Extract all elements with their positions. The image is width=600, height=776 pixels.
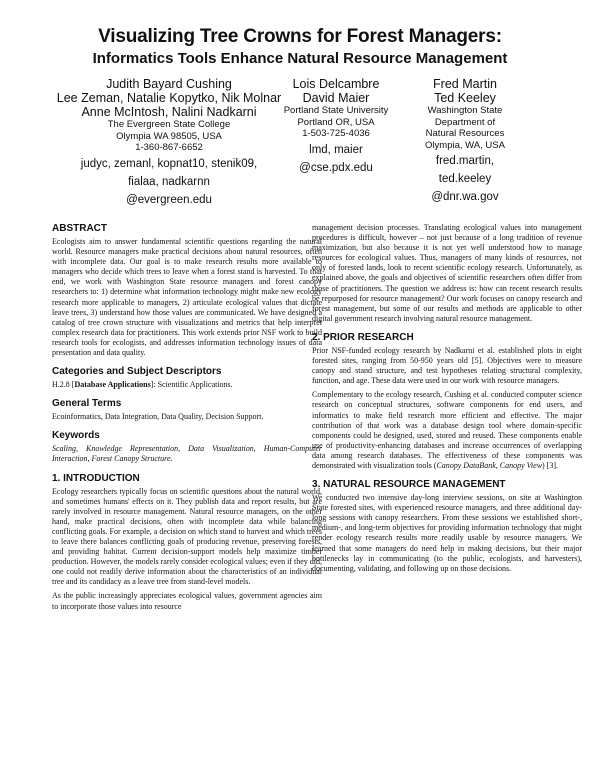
abstract-heading: ABSTRACT — [52, 223, 107, 234]
author-affiliation: Natural Resources — [425, 128, 505, 139]
categories-heading: Categories and Subject Descriptors — [52, 366, 222, 378]
author-affiliation: Washington State — [427, 105, 503, 116]
author-block-evergreen — [48, 77, 290, 208]
intro-paragraph-continued: management decision processes. Translating ecological values into management procedures is difficult, however – not just because of a long tradition of revenue maximization, but also because it is not yet well understood how to manage resources for ecological values. Thus, managers of many kinds of resources, not only of forested lands, look to recent scientific ecology research. Unfortunately, as explained above, the goals and objectives of scientific researchers often differ from those of practitioners. The question we address is: how can recent research results be repurposed for resource management? Our work focuses on canopy research and forest management, but some of our results and methods are applicable to other digital government research involving natural resource management. — [312, 223, 582, 323]
author-names: Fred Martin — [433, 77, 497, 91]
author-affiliation: 1-503-725-4036 — [302, 128, 370, 139]
paper-subtitle: Informatics Tools Enhance Natural Resource Management — [92, 50, 508, 67]
author-names: David Maier — [302, 91, 370, 105]
general-terms-text: Ecoinformatics, Data Integration, Data Quality, Decision Support. — [52, 412, 264, 422]
author-email: @evergreen.edu — [126, 193, 212, 206]
author-email: judyc, zemanl, kopnat10, stenik09, — [80, 157, 258, 170]
author-affiliation: The Evergreen State College — [107, 119, 231, 130]
prior-research-heading: 2. PRIOR RESEARCH — [312, 331, 414, 343]
intro-paragraph: Ecology researchers typically focus on scientific questions about the natural world, and sometimes humans' effects on it. They publish data and report results, but are rarely involved in resource management. Natural resource managers, on the other hand, make practical decisions, often with incomplete data while balancing conflicting goals. For example, a decision on which stand to harvest and which trees to leave there balances conflicting goals of producing revenue, preserving forests, and providing habitat. Current decision-support models help maximize timber production. However, the models rarely consider ecological values; even if they did, one could not readily derive information about the characteristics of an individual tree and its candidacy as a leave tree from stand-level models. — [52, 486, 322, 587]
author-names: Anne McIntosh, Nalini Nadkarni — [81, 105, 257, 119]
author-email: fialaa, nadkarnn — [128, 175, 210, 188]
right-column — [312, 223, 582, 578]
author-email: lmd, maier — [309, 143, 363, 156]
author-affiliation: 1-360-867-6652 — [135, 142, 203, 153]
author-block-psu — [276, 77, 396, 176]
intro-paragraph: As the public increasingly appreciates ecological values, government agencies aim to incorporate those values into resource — [52, 591, 322, 611]
author-affiliation: Olympia WA 98505, USA — [116, 130, 222, 142]
prior-research-paragraph: Prior NSF-funded ecology research by Nadkarni et al. established plots in eight forested sites, ranging from 50-950 years old [5]. Objectives were to measure canopy and stand structure, and test hypotheses relating structural complexity, function, and age. These data were used in our work with resource managers. — [312, 345, 582, 386]
general-terms-heading: General Terms — [52, 398, 122, 410]
natural-resource-heading: 3. NATURAL RESOURCE MANAGEMENT — [312, 479, 506, 491]
author-names: Judith Bayard Cushing — [106, 77, 232, 91]
natural-resource-paragraph: We conducted two intensive day-long interview sessions, on site at Washington State forested sites, with experienced resource managers, and three additional day-long sessions with canopy researchers. From these sessions we established short-, medium-, and long-term objectives for providing information technology that might render ecology research results more readily usable by resource managers. We learned that some managers do need help in making decisions, but their major bottlenecks lay in communicating (to the public, ecologists, and harvesters), documenting, validating, and following up on those decisions. — [312, 493, 582, 573]
author-names: Ted Keeley — [434, 91, 496, 105]
author-affiliation: Department of — [434, 116, 496, 128]
author-email: ted.keeley — [438, 173, 492, 185]
author-affiliation: Olympia, WA, USA — [425, 139, 505, 151]
author-email: @dnr.wa.gov — [431, 191, 499, 203]
left-column — [52, 223, 322, 616]
author-affiliation: Portland OR, USA — [297, 116, 375, 128]
author-affiliation: Portland State University — [283, 105, 389, 116]
author-email: fred.martin, — [435, 155, 495, 167]
abstract-text: Ecologists aim to answer fundamental scientific questions regarding the natural world. Resource managers make practical decisions about natural resources, often with incomplete data. Our goal is to make research results more available to managers who decide which trees to leave when a forest stand is harvested. To that end, we work with Washington State resource managers and forest canopy researchers to: 1) determine what information technology might make new ecology research more applicable to managers, 2) articulate ecological values that dictate leave trees, 3) understand how those values are communicated. We have designed a catalog of tree crown structure with visualizations and metrics that help interpret complex research data for practitioners. This work extends prior NSF work to build research tools for ecologists, and addresses information technology issues of data presentation and data quality. — [52, 237, 322, 358]
paper-title: Visualizing Tree Crowns for Forest Managers: — [98, 26, 502, 47]
intro-heading: 1. INTRODUCTION — [52, 472, 140, 484]
keywords-heading: Keywords — [52, 430, 100, 442]
keywords-text: Scaling, Knowledge Representation, Data Visualization, Human-Computer Interaction, Forest Canopy Structure. — [52, 444, 322, 464]
author-block-dnr — [395, 77, 535, 205]
author-names: Lee Zeman, Natalie Kopytko, Nik Molnar — [56, 91, 282, 105]
prior-research-paragraph: Complementary to the ecology research, Cushing et al. conducted computer science research on conceptual structures, software components for end users, and informatics to make field research more efficient and effective. The major contribution of that work was a database design tool where domain-specific components could be designed, used, stored and reused. These components enable use of productivity-enhancing databases and increase occurrences of overlapping data among research databases. The effectiveness of these components was demonstrated with visualization tools (Canopy DataBank, Canopy View) [3]. — [312, 390, 582, 470]
categories-text: H.2.8 [Database Applications]: Scientific Applications. — [52, 380, 233, 390]
author-email: @cse.pdx.edu — [299, 161, 373, 174]
author-names: Lois Delcambre — [292, 77, 380, 91]
